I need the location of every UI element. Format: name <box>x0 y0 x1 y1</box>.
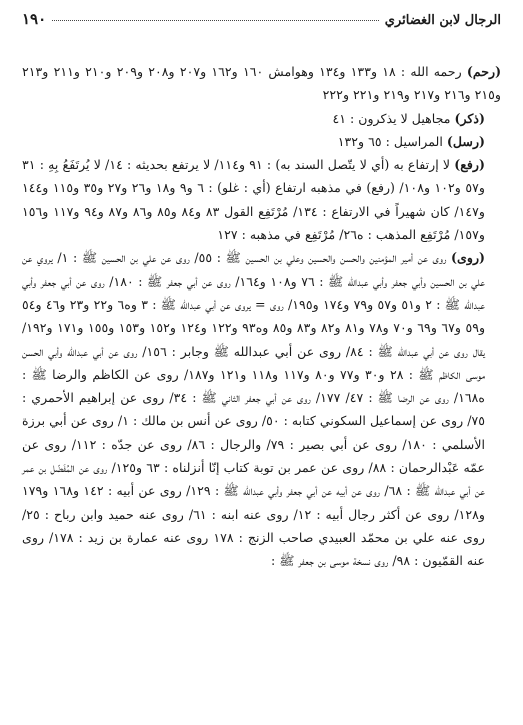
index-body <box>22 60 501 573</box>
entry-label: (رحم) <box>466 64 502 79</box>
entry-rasl <box>22 130 501 153</box>
entry-label: (روى) <box>451 250 485 266</box>
entry-label: (رسل) <box>446 133 485 149</box>
page-number: ١٩٠ <box>22 10 47 28</box>
entry-text: المراسيل : ٦٥ و١٣٢ <box>337 133 443 149</box>
entry-rahm <box>22 60 501 107</box>
entry-text: روى عن أمير المؤمنين والحسن والحسين وعلي بن الحسين ﷺ : ٥٥/ روى عن علي بن الحسين ﷺ : ١/ يروي عن علي بن الحسين وأبي جعفر وأبي عبدالله ﷺ : ٧٦ و١٠٨ و١٦٤/ روى عن أبي جعفر ﷺ : ١٨٠/ روى عن أبي جعفر وأبي عبدالله ﷺ : ٢ و٥١ و٥٧ و٧٩ و١٧٤ و١٩٥/ روى = يروى عن أبي عبدالله ﷺ : ٣ وه٦ و٢٢ و٢٣ و٤٦ و٥٤ و٥٩ و٦٧ و٦٩ و٧٠ و٧٨ و٨١ و٨٢ و٨٣ و٨٥ وه٩٣ و١٢٢ و١٢٤ و١٥٢ و١٥٣ و١٥٥ و١٧١ و١٩٢/ يقال روى عن أبي عبدالله ﷺ : ٨٤/ روى عن أبي عبدالله ﷺ وجابر : ١٥٦/ روى عن أبي عبدالله وأبي الحسن موسى الكاظم ﷺ : ٢٨ و٣٠ و٧٧ و٨٠ و١١٧ و١١٨ و١٢١ و١٨٧/ روى عن الكاظم والرضا ﷺ : ه١٦٨/ روى عن الرضا ﷺ : ٤٧/ ١٧٧/ روى عن أبي جعفر الثاني ﷺ : ٣٤/ روى عن إبراهيم الأحمري : ٧٥/ روى عن إسماعيل السكوني كتابه : ٥٠/ روى عن أنس بن مالك : ١/ روى عن أبي برزة الأسلمي : ١٨٠/ روى عن أبي بصير : ٧٩/ والرجال : ٨٦/ روى عن جدّه : ١١٢/ روى عن عمّه عَبْدالرحمان : ٨٨/ روى عن عمر بن توبة كتاب إنّا أنزلناه : ٦٣ و١٢٥/ روى عن المُفَضّل بن عمر عن أبي عبدالله ﷺ : ٦٨/ روى عن أبيه عن أبي جعفر وأبي عبدالله ﷺ : ١٢٩/ روى عن أبيه : ١٤٢ و١٦٨ و١٧٩ و١٢٨/ روى عن أكثر رجال أبيه : ١٢/ روى عنه ابنه : ٦١/ روى عنه حميد وابن رباح : ٢٥/ روى عنه علي بن محمّد العبيدي صاحب الزنج : ١٧٨ روى عنه عمارة بن زيد : ١٧٨/ روى عنه القمّيون : ٩٨/ روى نسخة موسى بن جعفر ﷺ : <box>22 250 486 569</box>
running-title: الرجال لابن الغضائري <box>384 13 501 28</box>
entry-text: رحمه الله : ١٨ و١٣٣ و١٣٤ وهوامش ١٦٠ و١٦٢ و٢٠٧ و٢٠٨ و٢٠٩ و٢١٠ و٢١١ و٢١٣ و٢١٥ و٢١٦ و٢١٧ و٢١٩ و٢٢١ و٢٢٢ <box>22 64 501 103</box>
entry-dhikr <box>22 107 501 130</box>
header-dotted-leader <box>52 20 379 21</box>
running-header <box>22 10 501 36</box>
entry-text: لا إرتفاع به (أي لا يتّصل السند به) : ٩١ و١١٤/ لا يرتفع بحديثه : ١٤/ لا يُرتَفَعُ بِهِ : ٣١ و٥٧ و١٠٢ و١٠٨/ (رفع) في مذهبه ارتفاع (أي : غلو) : ٦ و٩ و١٨ و٢٦ و٢٧ و٣٥ و١١٥ و١٤٤ و١٤٧/ كان شهيراً في الارتفاع : ١٣٤/ مُرْتَفِع القول ٨٣ و٨٤ و٨٥ و٨٦ و٨٧ و٩٤ و١١٧ و١٥٦ و١٥٧/ مُرْتَفِع المذهب : ه٢٦/ مُرْتَفِع في مذهبه : ١٢٧ <box>22 157 485 243</box>
entry-label: (ذكر) <box>454 110 485 126</box>
entry-rawa <box>22 246 501 572</box>
entry-rafa <box>22 153 501 246</box>
entry-text: مجاهيل لا يذكرون : ٤١ <box>332 110 451 126</box>
entry-label: (رفع) <box>454 157 485 173</box>
